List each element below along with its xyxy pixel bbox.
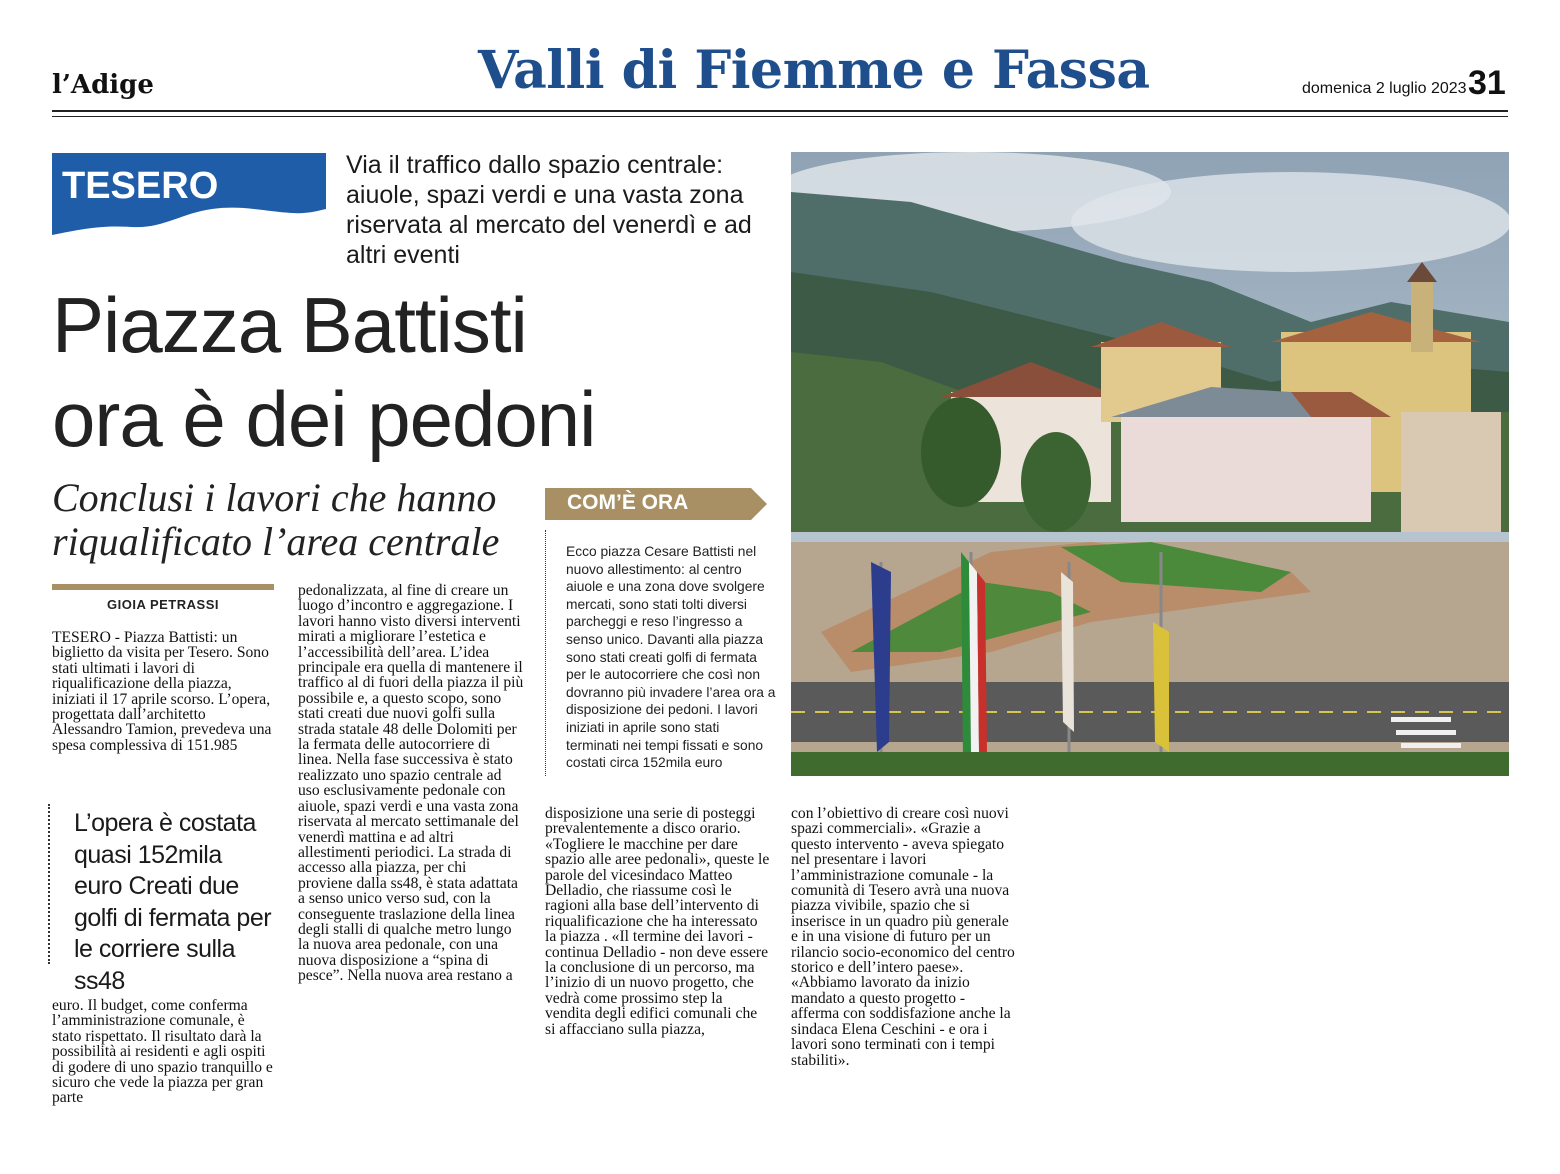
body-column-4 <box>791 806 1017 1068</box>
mountain-graphic <box>52 205 326 245</box>
headline-line-1: Piazza Battisti <box>52 281 527 369</box>
page-number: 31 <box>1468 64 1506 102</box>
headline <box>52 278 772 466</box>
publication-date: domenica 2 luglio 2023 <box>1302 80 1467 97</box>
piazza-photo <box>791 152 1509 776</box>
section-title: Valli di Fiemme e Fassa <box>478 40 1150 101</box>
photo-tag <box>545 488 767 520</box>
paragraph: disposizione una serie di posteggi prevalentemente a disco orario. «Togliere le macchine per dare spazio alle aree pedonali», queste le parole del vicesindaco Matteo Delladio, che riassume così le ragioni alla base dell’intervento di riqualificazione che ha interessato la piazza . «Il termine dei lavori - continua Delladio - non deve essere la conclusione di un percorso, ma l’inizio di un nuovo progetto, che vedrà come prossimo step la vendita degli edifici comunali che si affacciano sulla piazza, <box>545 805 770 1038</box>
subheadline: Conclusi i lavori che hanno riqualificato l’area centrale <box>52 475 500 564</box>
body-column-3 <box>545 806 771 1037</box>
headline-line-2: ora è dei pedoni <box>52 375 596 463</box>
byline: GIOIA PETRASSI <box>107 597 219 612</box>
photo-caption-box <box>545 530 776 776</box>
byline-rule <box>52 584 274 590</box>
photo-tag-label: COM’È ORA <box>567 491 689 514</box>
pull-quote <box>48 804 272 995</box>
paragraph: euro. Il budget, come conferma l’amministrazione comunale, è stato rispettato. Il risultato darà la possibilità ai residenti e agli ospiti di godere di uno spazio tranquillo e sicuro che vede la piazza per gran parte <box>52 997 273 1107</box>
masthead: l’Adige <box>52 70 154 100</box>
piazza-photo-illustration <box>791 152 1509 776</box>
body-column-1-bottom <box>52 998 274 1106</box>
header-rule <box>52 110 1508 112</box>
location-tag-label: TESERO <box>62 165 219 207</box>
paragraph: con l’obiettivo di creare così nuovi spazi commerciali». «Grazie a questo intervento - aveva spiegato nel presentare i lavori l’amministrazione comunale - la comunità di Tesero avrà una nuova piazza vivibile, spazio che si inserisce in un quadro più generale e in una visione di futuro per un rilancio socio-economico del centro storico e dell’intero paese». «Abbiamo lavorato da inizio mandato a questo progetto - afferma con soddisfazione anche la sindaca Elena Ceschini - e ora i lavori sono terminati con i tempi stabiliti». <box>791 805 1015 1069</box>
photo-caption: Ecco piazza Cesare Battisti nel nuovo allestimento: al centro aiuole e una zona dove svolgere mercati, sono stati tolti diversi parcheggi e reso l’ingresso a senso unico. Davanti alla piazza sono stati creati golfi di fermata per le autocorriere che così non dovranno più invadere l’area ora a disposizione dei pedoni. I lavori iniziati in aprile sono stati terminati nei tempi fissati e sono costati circa 152mila euro <box>566 544 776 771</box>
header-rule-thin <box>52 116 1508 117</box>
pull-quote-text: L’opera è costata quasi 152mila euro Creati due golfi di fermata per le corriere sulla ss48 <box>74 809 272 995</box>
kicker: Via il traffico dallo spazio centrale: aiuole, spazi verdi e una vasta zona riservata al mercato del venerdì e ad altri eventi <box>346 151 752 269</box>
body-column-1-top <box>52 630 274 753</box>
body-column-2 <box>298 583 524 984</box>
paragraph: TESERO - Piazza Battisti: un biglietto da visita per Tesero. Sono stati ultimati i lavori di riqualificazione della piazza, iniziati il 17 aprile scorso. L’opera, progettata dall’architetto Alessandro Tamion, prevedeva una spesa complessiva di 151.985 <box>52 629 272 754</box>
location-tag <box>52 153 326 245</box>
paragraph: pedonalizzata, al fine di creare un luogo d’incontro e aggregazione. I lavori hanno visto diversi interventi mirati a migliorare l’estetica e l’accessibilità dell’area. L’idea principale era quella di mantenere il traffico al di fuori della piazza il più possibile e, a questo scopo, sono stati creati due nuovi golfi sulla strada statale 48 delle Dolomiti per la fermata delle autocorriere di linea. Nella fase successiva è stato realizzato uno spazio centrale ad uso esclusivamente pedonale con aiuole, spazi verdi e una vasta zona riservata al mercato settimanale del venerdì mattina e ad altri allestimenti periodici. La strada di accesso alla piazza, per chi proviene dalla ss48, è stata adattata a senso unico verso sud, con la conseguente traslazione della linea degli stalli di qualche metro lungo la nuova area pedonale, con una nuova disposizione a “spina di pesce”. Nella nuova area restano a <box>298 582 524 985</box>
